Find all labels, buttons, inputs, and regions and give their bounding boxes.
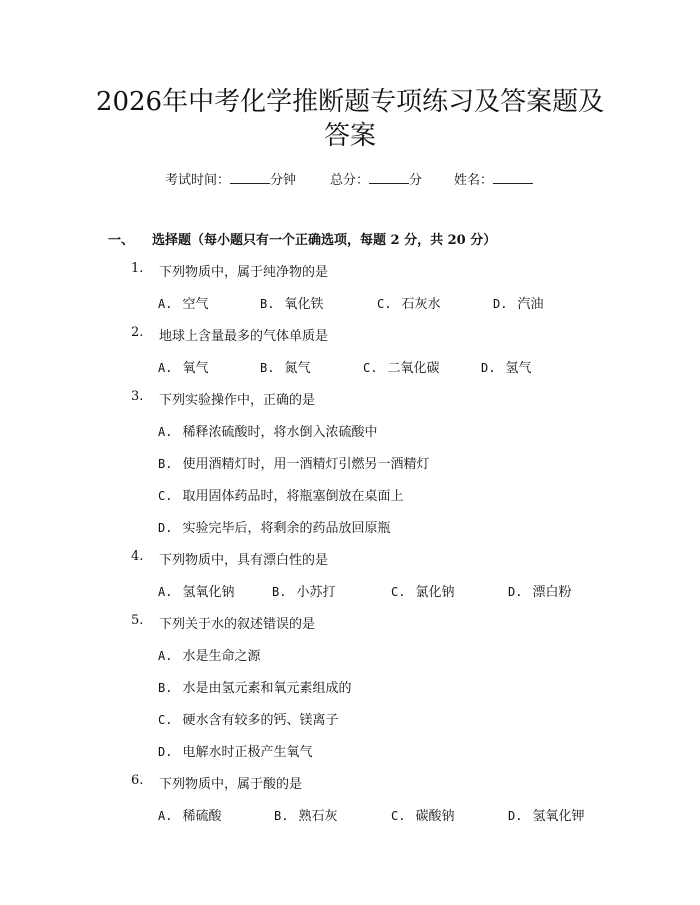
section-number: 一、 xyxy=(108,233,135,248)
option-2b xyxy=(260,357,310,376)
question-text: 地球上含量最多的气体单质是 xyxy=(159,329,329,344)
option-text: 使用酒精灯时，用一酒精灯引燃另一酒精灯 xyxy=(182,457,430,472)
option-text: 小苏打 xyxy=(296,585,336,600)
option-6b xyxy=(274,805,337,824)
option-letter: D. xyxy=(481,361,496,375)
option-letter: B. xyxy=(158,681,173,695)
option-letter: A. xyxy=(158,297,173,311)
question-text: 下列实验操作中，正确的是 xyxy=(159,393,316,408)
question-number: 2. xyxy=(131,325,144,340)
option-letter: A. xyxy=(158,425,173,439)
option-1d xyxy=(493,293,543,312)
option-2a xyxy=(158,357,208,376)
option-letter: C. xyxy=(158,489,173,503)
option-letter: D. xyxy=(508,585,523,599)
option-text: 电解水时正极产生氧气 xyxy=(182,745,313,760)
question-text: 下列物质中，属于酸的是 xyxy=(159,777,303,792)
exam-time-label: 考试时间： xyxy=(165,173,231,188)
option-1b xyxy=(260,293,323,312)
option-3b xyxy=(158,453,429,472)
exam-time-blank xyxy=(230,171,270,184)
option-2d xyxy=(481,357,531,376)
option-letter: B. xyxy=(272,585,287,599)
option-letter: D. xyxy=(158,521,173,535)
option-text: 取用固体药品时，将瓶塞倒放在桌面上 xyxy=(182,489,404,504)
option-text: 氯化钠 xyxy=(415,585,455,600)
question-text: 下列关于水的叙述错误的是 xyxy=(159,617,316,632)
option-letter: C. xyxy=(158,713,173,727)
total-score-label: 总分： xyxy=(330,173,370,188)
option-4d xyxy=(508,581,571,600)
option-4a xyxy=(158,581,234,600)
question-number: 4. xyxy=(131,549,144,564)
question-text: 下列物质中，具有漂白性的是 xyxy=(159,553,329,568)
option-6c xyxy=(391,805,454,824)
option-text: 二氧化碳 xyxy=(387,361,440,376)
question-number: 6. xyxy=(131,773,144,788)
option-letter: C. xyxy=(391,585,406,599)
total-score-unit: 分 xyxy=(409,173,423,188)
option-5b xyxy=(158,677,351,696)
option-letter: B. xyxy=(260,297,275,311)
option-text: 石灰水 xyxy=(401,297,441,312)
option-letter: A. xyxy=(158,585,173,599)
option-text: 漂白粉 xyxy=(532,585,572,600)
option-6a xyxy=(158,805,221,824)
student-name-field xyxy=(454,169,533,188)
question-text: 下列物质中，属于纯净物的是 xyxy=(159,265,329,280)
total-score-field xyxy=(330,169,422,188)
option-6d xyxy=(508,805,584,824)
option-letter: D. xyxy=(508,809,523,823)
option-3a xyxy=(158,421,377,440)
option-text: 汽油 xyxy=(517,297,544,312)
question-number: 5. xyxy=(131,613,144,628)
option-5a xyxy=(158,645,260,664)
option-letter: B. xyxy=(260,361,275,375)
question-number: 3. xyxy=(131,389,144,404)
option-text: 稀硫酸 xyxy=(182,809,222,824)
option-text: 氧化铁 xyxy=(284,297,324,312)
exam-time-field xyxy=(165,169,296,188)
option-text: 熟石灰 xyxy=(298,809,338,824)
option-text: 水是由氢元素和氧元素组成的 xyxy=(182,681,352,696)
page-title-line-1: 2026年中考化学推断题专项练习及答案题及 xyxy=(95,87,605,117)
option-text: 硬水含有较多的钙、镁离子 xyxy=(182,713,339,728)
option-letter: C. xyxy=(363,361,378,375)
option-2c xyxy=(363,357,439,376)
student-name-blank xyxy=(493,171,533,184)
exam-time-unit: 分钟 xyxy=(270,173,297,188)
option-text: 氢气 xyxy=(505,361,532,376)
option-letter: B. xyxy=(158,457,173,471)
page-title-line-2: 答案 xyxy=(323,121,376,151)
option-5d xyxy=(158,741,312,760)
option-4b xyxy=(272,581,335,600)
option-text: 空气 xyxy=(182,297,209,312)
option-letter: B. xyxy=(274,809,289,823)
section-title: 选择题（每小题只有一个正确选项，每题 2 分，共 20 分） xyxy=(152,233,497,248)
option-letter: A. xyxy=(158,649,173,663)
option-3c xyxy=(158,485,403,504)
option-1a xyxy=(158,293,208,312)
option-3d xyxy=(158,517,390,536)
option-letter: A. xyxy=(158,809,173,823)
option-text: 氢氧化钾 xyxy=(532,809,585,824)
option-text: 实验完毕后，将剩余的药品放回原瓶 xyxy=(182,521,391,536)
option-letter: A. xyxy=(158,361,173,375)
option-5c xyxy=(158,709,338,728)
question-number: 1. xyxy=(131,261,144,276)
option-letter: C. xyxy=(377,297,392,311)
option-letter: C. xyxy=(391,809,406,823)
option-text: 氮气 xyxy=(284,361,311,376)
option-text: 氢氧化钠 xyxy=(182,585,235,600)
section-heading xyxy=(108,229,496,248)
student-name-label: 姓名： xyxy=(454,173,494,188)
option-text: 水是生命之源 xyxy=(182,649,261,664)
option-letter: D. xyxy=(158,745,173,759)
option-4c xyxy=(391,581,454,600)
option-1c xyxy=(377,293,440,312)
option-letter: D. xyxy=(493,297,508,311)
option-text: 碳酸钠 xyxy=(415,809,455,824)
total-score-blank xyxy=(369,171,409,184)
option-text: 氧气 xyxy=(182,361,209,376)
option-text: 稀释浓硫酸时，将水倒入浓硫酸中 xyxy=(182,425,378,440)
